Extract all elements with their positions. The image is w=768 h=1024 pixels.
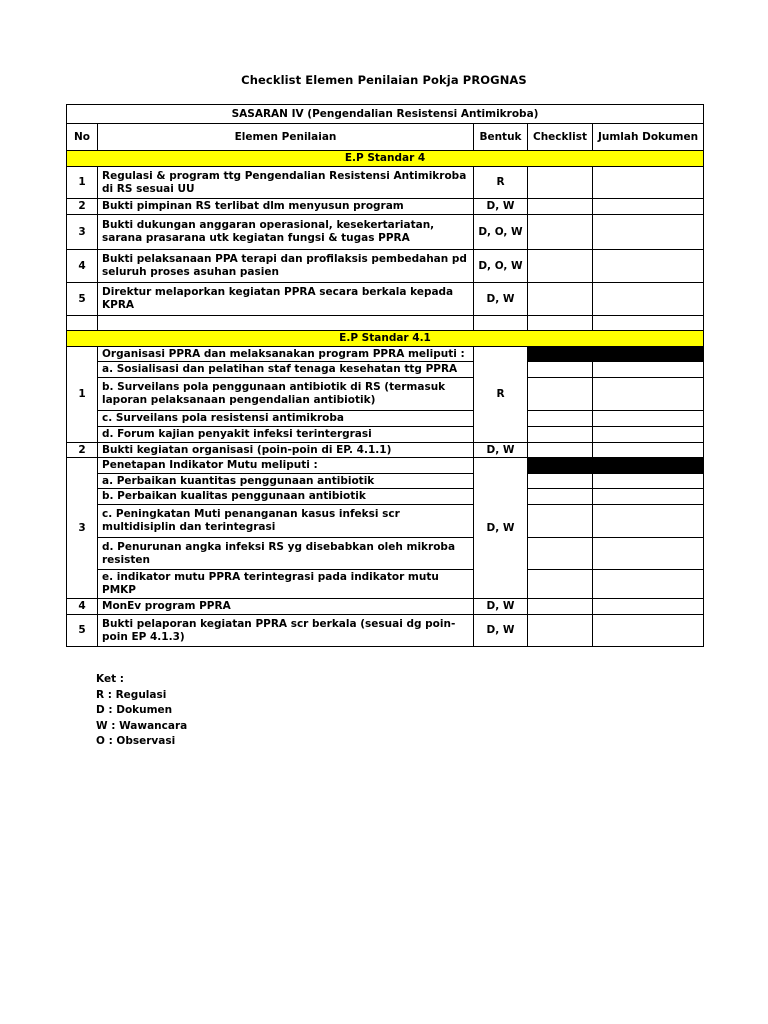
jumlah-cell[interactable] [593, 167, 704, 199]
checklist-cell[interactable] [528, 489, 593, 505]
row-elemen: b. Surveilans pola penggunaan antibiotik di RS (termasuk laporan pelaksanaan pengendalian antibiotik) [98, 378, 474, 411]
table-row [67, 458, 704, 474]
row-bentuk: D, O, W [474, 250, 528, 283]
empty-cell [98, 316, 474, 331]
row-no: 2 [67, 443, 98, 458]
jumlah-cell[interactable] [593, 474, 704, 489]
checklist-cell[interactable] [528, 505, 593, 538]
col-header-jumlah: Jumlah Dokumen [593, 124, 704, 151]
row-elemen: Bukti dukungan anggaran operasional, kesekertariatan, sarana prasarana utk kegiatan fungsi & tugas PPRA [98, 215, 474, 250]
table-row [67, 489, 704, 505]
checklist-cell[interactable] [528, 378, 593, 411]
row-elemen: c. Peningkatan Muti penanganan kasus infeksi scr multidisiplin dan terintegrasi [98, 505, 474, 538]
row-elemen: Bukti kegiatan organisasi (poin-poin di EP. 4.1.1) [98, 443, 474, 458]
table-row [67, 411, 704, 427]
row-no: 3 [67, 458, 98, 599]
table-row [67, 215, 704, 250]
row-no: 2 [67, 199, 98, 215]
sasaran-header: SASARAN IV (Pengendalian Resistensi Antimikroba) [67, 105, 704, 124]
row-elemen: a. Sosialisasi dan pelatihan staf tenaga kesehatan ttg PPRA [98, 362, 474, 378]
jumlah-cell[interactable] [593, 316, 704, 331]
row-elemen: Penetapan Indikator Mutu meliputi : [98, 458, 474, 474]
jumlah-cell[interactable] [593, 489, 704, 505]
legend [96, 672, 187, 750]
checklist-cell[interactable] [528, 443, 593, 458]
jumlah-cell[interactable] [593, 505, 704, 538]
table-row [67, 443, 704, 458]
checklist-cell[interactable] [528, 427, 593, 443]
empty-row [67, 316, 704, 331]
row-no: 3 [67, 215, 98, 250]
checklist-cell[interactable] [528, 167, 593, 199]
table-row [67, 283, 704, 316]
row-bentuk: R [474, 167, 528, 199]
row-elemen: Regulasi & program ttg Pengendalian Resistensi Antimikroba di RS sesuai UU [98, 167, 474, 199]
section-label: E.P Standar 4 [67, 151, 704, 167]
row-no: 5 [67, 283, 98, 316]
row-bentuk: D, W [474, 283, 528, 316]
row-no: 5 [67, 615, 98, 647]
checklist-cell[interactable] [528, 316, 593, 331]
row-elemen: MonEv program PPRA [98, 599, 474, 615]
blackout-cell [593, 458, 704, 474]
table-row [67, 347, 704, 362]
row-elemen: e. indikator mutu PPRA terintegrasi pada indikator mutu PMKP [98, 570, 474, 599]
row-elemen: b. Perbaikan kualitas penggunaan antibiotik [98, 489, 474, 505]
checklist-cell[interactable] [528, 199, 593, 215]
checklist-cell[interactable] [528, 411, 593, 427]
jumlah-cell[interactable] [593, 599, 704, 615]
row-elemen: Bukti pelaporan kegiatan PPRA scr berkala (sesuai dg poin-poin EP 4.1.3) [98, 615, 474, 647]
row-elemen: Bukti pimpinan RS terlibat dlm menyusun program [98, 199, 474, 215]
blackout-cell [528, 347, 593, 362]
table-row [67, 615, 704, 647]
table-row [67, 538, 704, 570]
jumlah-cell[interactable] [593, 362, 704, 378]
jumlah-cell[interactable] [593, 538, 704, 570]
row-bentuk: D, O, W [474, 215, 528, 250]
row-no: 4 [67, 250, 98, 283]
col-header-elemen: Elemen Penilaian [98, 124, 474, 151]
checklist-cell[interactable] [528, 283, 593, 316]
legend-item: W : Wawancara [96, 719, 188, 732]
row-elemen: d. Penurunan angka infeksi RS yg disebabkan oleh mikroba resisten [98, 538, 474, 570]
row-elemen: Direktur melaporkan kegiatan PPRA secara berkala kepada KPRA [98, 283, 474, 316]
row-bentuk: R [474, 347, 528, 443]
row-no: 1 [67, 167, 98, 199]
jumlah-cell[interactable] [593, 215, 704, 250]
table-row [67, 505, 704, 538]
legend-item: D : Dokumen [96, 704, 173, 716]
checklist-cell[interactable] [528, 474, 593, 489]
blackout-cell [528, 458, 593, 474]
legend-item: R : Regulasi [96, 688, 167, 701]
table-row [67, 167, 704, 199]
jumlah-cell[interactable] [593, 199, 704, 215]
jumlah-cell[interactable] [593, 411, 704, 427]
table-row [67, 378, 704, 411]
row-bentuk: D, W [474, 458, 528, 599]
jumlah-cell[interactable] [593, 615, 704, 647]
row-elemen: Bukti pelaksanaan PPA terapi dan profilaksis pembedahan pd seluruh proses asuhan pasien [98, 250, 474, 283]
section-row [67, 151, 704, 167]
section-label: E.P Standar 4.1 [67, 331, 704, 347]
col-header-checklist: Checklist [528, 124, 593, 151]
jumlah-cell[interactable] [593, 570, 704, 599]
table-row [67, 199, 704, 215]
empty-cell [474, 316, 528, 331]
jumlah-cell[interactable] [593, 427, 704, 443]
legend-heading: Ket : [96, 673, 124, 685]
checklist-cell[interactable] [528, 570, 593, 599]
row-no: 1 [67, 347, 98, 443]
checklist-cell[interactable] [528, 215, 593, 250]
row-elemen: Organisasi PPRA dan melaksanakan program PPRA meliputi : [98, 347, 474, 362]
document-title: Checklist Elemen Penilaian Pokja PROGNAS [241, 73, 527, 87]
checklist-cell[interactable] [528, 599, 593, 615]
section-row [67, 331, 704, 347]
jumlah-cell[interactable] [593, 443, 704, 458]
row-bentuk: D, W [474, 199, 528, 215]
empty-cell [67, 316, 98, 331]
table-row [67, 570, 704, 599]
table-row [67, 362, 704, 378]
checklist-cell[interactable] [528, 538, 593, 570]
table-row [67, 427, 704, 443]
legend-item: O : Observasi [96, 735, 176, 747]
checklist-table [66, 104, 704, 647]
checklist-cell[interactable] [528, 250, 593, 283]
row-no: 4 [67, 599, 98, 615]
row-elemen: d. Forum kajian penyakit infeksi terintergrasi [98, 427, 474, 443]
row-elemen: a. Perbaikan kuantitas penggunaan antibiotik [98, 474, 474, 489]
jumlah-cell[interactable] [593, 378, 704, 411]
table-row [67, 250, 704, 283]
jumlah-cell[interactable] [593, 250, 704, 283]
table-row [67, 474, 704, 489]
col-header-no: No [67, 124, 98, 151]
row-elemen: c. Surveilans pola resistensi antimikroba [98, 411, 474, 427]
col-header-bentuk: Bentuk [474, 124, 528, 151]
table-row [67, 599, 704, 615]
blackout-cell [593, 347, 704, 362]
row-bentuk: D, W [474, 443, 528, 458]
checklist-cell[interactable] [528, 362, 593, 378]
row-bentuk: D, W [474, 599, 528, 615]
row-bentuk: D, W [474, 615, 528, 647]
jumlah-cell[interactable] [593, 283, 704, 316]
checklist-cell[interactable] [528, 615, 593, 647]
